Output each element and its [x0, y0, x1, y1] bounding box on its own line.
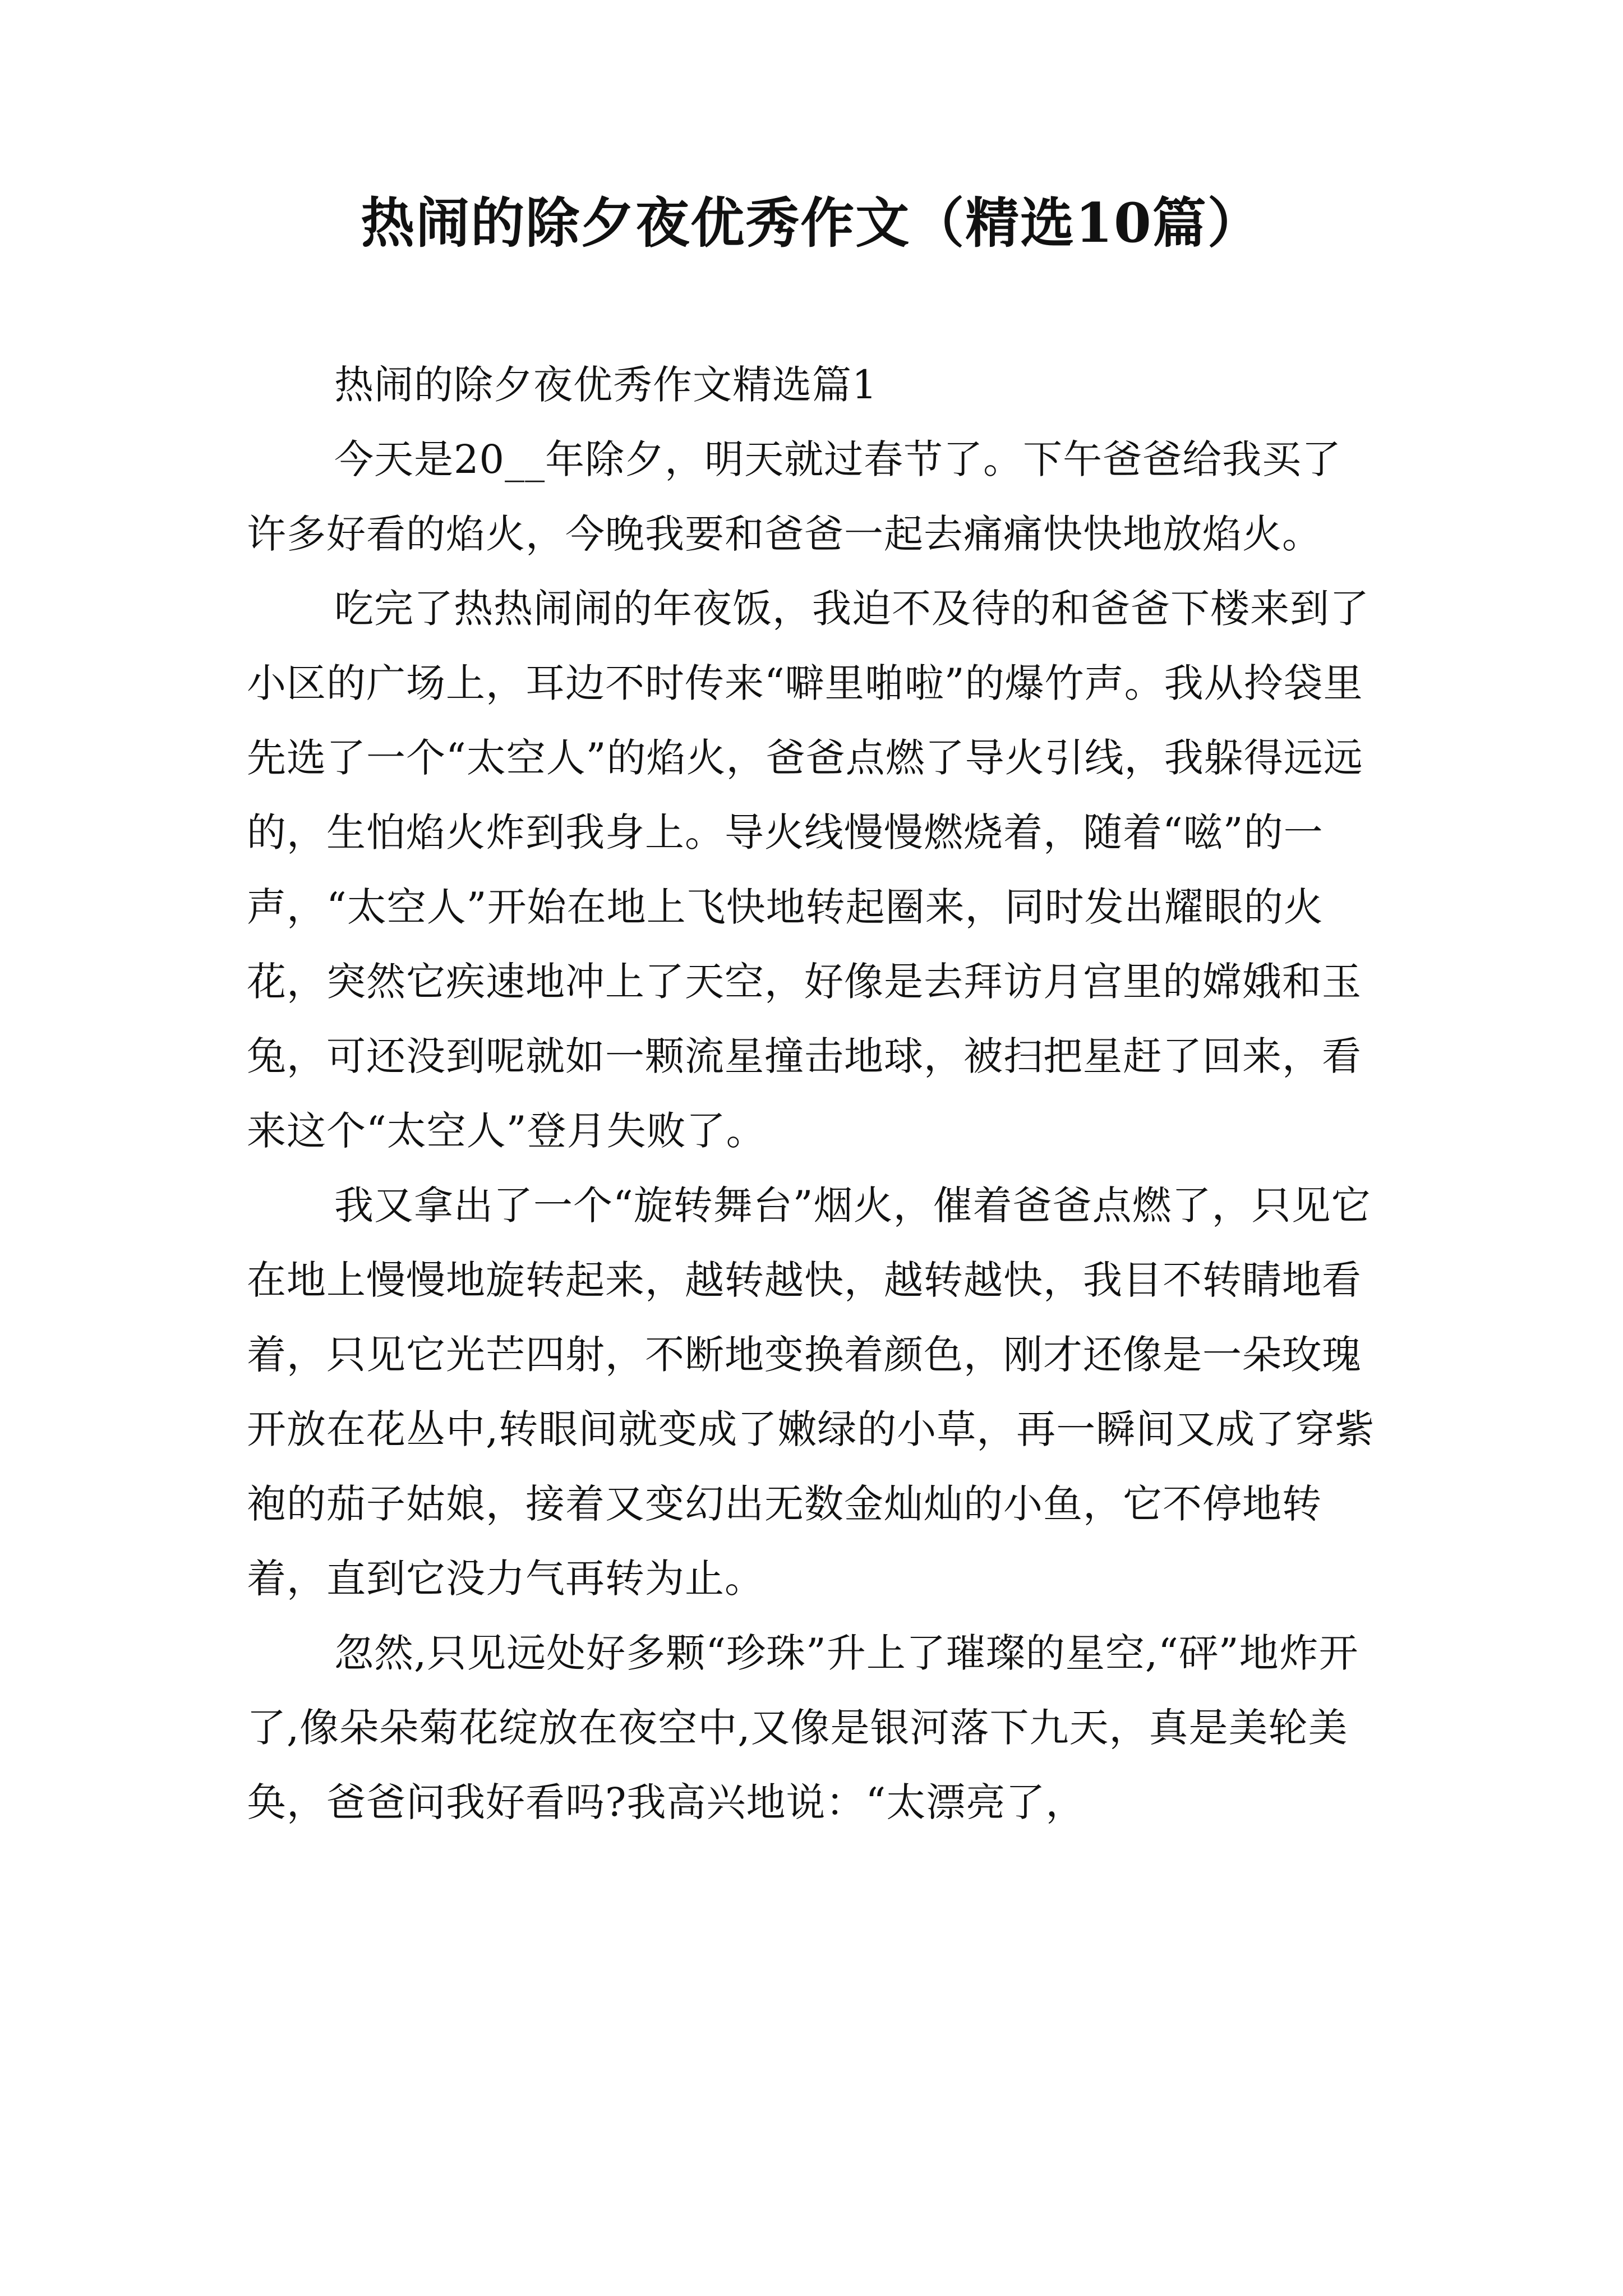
section-heading: 热闹的除夕夜优秀作文精选篇1 — [334, 362, 878, 408]
paragraph-2: 吃完了热热闹闹的年夜饭，我迫不及待的和爸爸下楼来到了小区的广场上，耳边不时传来“噼里啪啦”的爆竹声。我从拎袋里先选了一个“太空人”的焰火，爸爸点燃了导火引线，我躲得远远的，生怕焰火炸到我身上。导火线慢慢燃烧着，随着“嗞”的一声，“太空人”开始在地上飞快地转起圈来，同时发出耀眼的火花，突然它疾速地冲上了天空，好像是去拜访月宫里的嫦娥和玉兔，可还没到呢就如一颗流星撞击地球，被扫把星赶了回来，看来这个“太空人”登月失败了。 — [247, 586, 1370, 1154]
paragraph-1: 今天是20__年除夕，明天就过春节了。下午爸爸给我买了许多好看的焰火，今晚我要和爸爸一起去痛痛快快地放焰火。 — [247, 436, 1342, 557]
document-title: 热闹的除夕夜优秀作文（精选10篇） — [361, 191, 1262, 255]
paragraph-3: 我又拿出了一个“旋转舞台”烟火，催着爸爸点燃了，只见它在地上慢慢地旋转起来，越转越快，越转越快，我目不转睛地看着，只见它光芒四射，不断地变换着颜色，刚才还像是一朵玫瑰开放在花丛中,转眼间就变成了嫩绿的小草，再一瞬间又成了穿紫袍的茄子姑娘，接着又变幻出无数金灿灿的小鱼，它不停地转着，直到它没力气再转为止。 — [247, 1182, 1375, 1602]
paragraph-4: 忽然,只见远处好多颗“珍珠”升上了璀璨的星空,“砰”地炸开了,像朵朵菊花绽放在夜空中,又像是银河落下九天，真是美轮美奂，爸爸问我好看吗?我高兴地说：“太漂亮了， — [247, 1630, 1359, 1825]
document-body — [247, 348, 1380, 1840]
